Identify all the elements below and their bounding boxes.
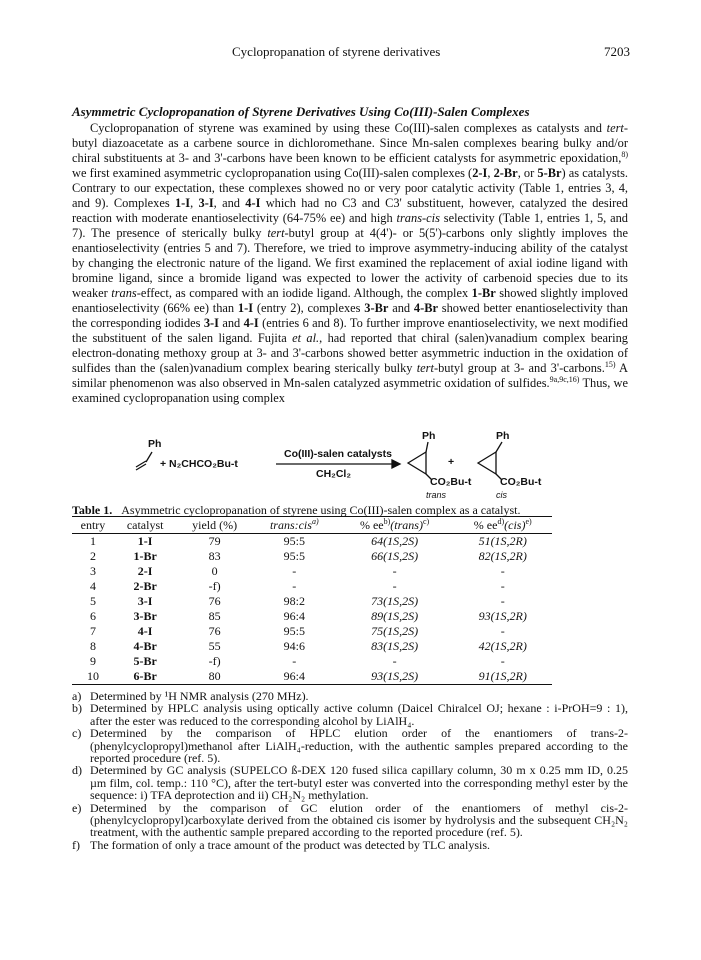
table-cell: 64(1S,2S) bbox=[371, 534, 419, 548]
table-cell: - bbox=[500, 579, 505, 593]
table-cell: 3 bbox=[89, 564, 96, 578]
page-header bbox=[0, 44, 701, 62]
table-cell: 8 bbox=[89, 639, 96, 653]
table-cell: - bbox=[500, 654, 505, 668]
table-row bbox=[72, 579, 552, 594]
table-cell: 9 bbox=[89, 654, 96, 668]
table-header-cell: % $ee^{b)}(trans)^{c)}$ bbox=[336, 517, 454, 534]
footnote bbox=[72, 764, 628, 801]
table-row bbox=[72, 669, 552, 685]
footnote-text: Determined by ¹H NMR analysis (270 MHz). bbox=[90, 689, 309, 703]
table-cell: 1-Br bbox=[133, 549, 157, 563]
footnote-label: e) bbox=[72, 800, 82, 815]
table-footnotes bbox=[72, 690, 628, 851]
table-cell: 10 bbox=[72, 669, 114, 685]
table-cell: 83 bbox=[208, 549, 221, 563]
table-cell: - bbox=[392, 654, 397, 668]
cis-cyclopropane bbox=[478, 452, 496, 474]
table-cell: - bbox=[500, 564, 505, 578]
table-cell: 95:5 bbox=[283, 534, 305, 548]
running-title: Cyclopropanation of styrene derivatives bbox=[232, 44, 441, 59]
table-cell: 95:5 bbox=[283, 549, 305, 563]
table-cell: - bbox=[500, 594, 505, 608]
table-cell: - bbox=[292, 654, 297, 668]
table-header-cell: trans:cis$^{a)}$ bbox=[253, 517, 336, 534]
table-cell: 95:5 bbox=[283, 624, 305, 638]
section-heading: Asymmetric Cyclopropanation of Styrene Derivatives Using Co(III)-Salen Complexes bbox=[72, 104, 530, 119]
footnote bbox=[72, 839, 628, 851]
table-cell: - bbox=[292, 579, 297, 593]
table-cell: - bbox=[500, 624, 505, 638]
table-cell: 76 bbox=[208, 594, 221, 608]
scheme-plus: + bbox=[448, 456, 455, 468]
table-cell: 42(1S,2R) bbox=[478, 639, 527, 653]
table-cell: 80 bbox=[176, 669, 253, 685]
table-cell: 6 bbox=[89, 609, 96, 623]
table-cell: 93(1S,2R) bbox=[478, 609, 527, 623]
table-cell: 55 bbox=[208, 639, 221, 653]
table-cell: - bbox=[292, 564, 297, 578]
table-cell: 1-I bbox=[137, 534, 153, 548]
table-cell: 73(1S,2S) bbox=[371, 594, 419, 608]
footnote-text: Determined by the comparison of HPLC elution order of the enantiomers of trans-2-(phenylcyclopropyl)methanol after LiAlH₄-reduction, with the authentic samples prepared according to the reported procedure (ref. 5). bbox=[90, 726, 628, 766]
table-cell: -f) bbox=[208, 654, 221, 668]
table-row bbox=[72, 639, 552, 654]
table-cell: 76 bbox=[208, 624, 221, 638]
table-cell: -f) bbox=[208, 579, 221, 593]
table-row bbox=[72, 549, 552, 564]
results-table bbox=[72, 516, 552, 685]
table-cell: 1 bbox=[89, 534, 96, 548]
scheme-trans-label: trans bbox=[426, 490, 447, 500]
scheme-ester-trans: CO₂Bu-t bbox=[430, 476, 472, 488]
scheme-ph-2: Ph bbox=[422, 430, 436, 442]
table-cell: 66(1S,2S) bbox=[371, 549, 419, 563]
table-cell: 93(1S,2S) bbox=[336, 669, 454, 685]
table-header-cell: yield (%) bbox=[176, 517, 253, 534]
footnote bbox=[72, 727, 628, 764]
table-cell: - bbox=[392, 564, 397, 578]
table-row bbox=[72, 594, 552, 609]
footnote-label: c) bbox=[72, 726, 82, 741]
table-cell: 82(1S,2R) bbox=[478, 549, 527, 563]
footnote-text: Determined by the comparison of GC elution order of the enantiomers of methyl cis-2-(phenylcyclopropyl)carboxylate derived from the obtained cis isomer by hydrolysis and the subsequent CH₂N₂ treatment, with the authentic sample prepared according to the reported procedure (ref. 5). bbox=[90, 800, 628, 840]
footnote bbox=[72, 702, 628, 727]
table-cell: 89(1S,2S) bbox=[371, 609, 419, 623]
table-header-row bbox=[72, 517, 552, 534]
table-cell: 3-I bbox=[137, 594, 153, 608]
table-row bbox=[72, 624, 552, 639]
scheme-ester-cis: CO₂Bu-t bbox=[500, 476, 542, 488]
body-paragraph: Cyclopropanation of styrene was examined by using these Co(III)-salen complexes as catalysts and tert-butyl diazoacetate as a carbene source in dichloromethane. Since Mn-salen complexes bearing bulky and/or chiral substituents at 3- and 3'-carbons have been known to be efficient catalysts for asymmetric epoxidation,$^{8)}$ we first examined asymmetric cyclopropanation using Co(III)-salen complexes (2-I, 2-Br, or 5-Br) as catalysts. Contrary to our expectation, these complexes showed no or very poor catalytic activity (Table 1, entries 3, 4, and 9). Complexes 1-I, 3-I, and 4-I which had no C3 and C3' substituent, however, catalyzed the desired reaction with moderate enantioselectivity (64-75% ee) and high trans-cis selectivity (Table 1, entries 1, 5, and 7). The presence of sterically bulky tert-butyl group at 4(4')- or 5(5')-carbons only slightly imploves the enantioselectivity (entries 5 and 7). Therefore, we tried to improve asymmetry-inducing ability of the catalyst by changing the electronic nature of the ligand. We first examined the replacement of axial iodine ligand with bromine ligand, since a bromide ligand was expected to lower the activity of carbenoid species due to its weaker trans-effect, as compared with an iodide ligand. Although, the complex 1-Br showed slightly imploved enantioselectivity (66% ee) than 1-I (entry 2), complexes 3-Br and 4-Br showed better enantioselectivity than the corresponding iodides 3-I and 4-I (entries 6 and 8). To further improve enantioselectivity, we next modified the substituent of the salen ligand. Fujita et al., had reported that chiral (salen)vanadium complex bearing electron-donating methoxy group at 3- and 3'-carbons showed better asymmetric induction in the oxidation of sulfides than the (salen)vanadium complex bearing sterically bulky tert-butyl group at 3- and 3'-carbons.$^{15)}$ A similar phenomenon was also observed in Mn-salen catalyzed asymmetric oxidation of sulfides.$^{9a,9c,16)}$ Thus, we examined cyclopropanation using complex bbox=[72, 121, 628, 405]
table-header-cell: catalyst bbox=[114, 517, 176, 534]
table-row bbox=[72, 654, 552, 669]
footnote bbox=[72, 802, 628, 839]
table-header-cell: entry bbox=[72, 517, 114, 534]
table-cell: - bbox=[392, 579, 397, 593]
table-cell: 7 bbox=[89, 624, 96, 638]
table-cell: 6-Br bbox=[114, 669, 176, 685]
table-cell: 98:2 bbox=[283, 594, 305, 608]
scheme-reagent: + N₂CHCO₂Bu-t bbox=[160, 458, 238, 470]
table-cell: 2-I bbox=[137, 564, 153, 578]
table-cell: 94:6 bbox=[283, 639, 305, 653]
reaction-scheme bbox=[130, 430, 590, 502]
scheme-ph-1: Ph bbox=[148, 438, 162, 450]
page-number: 7203 bbox=[604, 44, 630, 59]
scheme-ph-3: Ph bbox=[496, 430, 510, 442]
footnote-text: The formation of only a trace amount of the product was detected by TLC analysis. bbox=[90, 837, 490, 852]
table-cell: 4 bbox=[89, 579, 96, 593]
table-cell: 4-I bbox=[137, 624, 153, 638]
styrene-bond bbox=[136, 464, 146, 470]
table-row bbox=[72, 534, 552, 550]
table-row bbox=[72, 564, 552, 579]
table-cell: 83(1S,2S) bbox=[371, 639, 419, 653]
trans-cyclopropane bbox=[408, 452, 426, 474]
table-cell: 2 bbox=[89, 549, 96, 563]
scheme-solvent: CH₂Cl₂ bbox=[316, 468, 351, 480]
table-cell: 51(1S,2R) bbox=[478, 534, 527, 548]
footnote-text: Determined by GC analysis (SUPELCO ß-DEX 120 fused silica capillary column, 30 m x 0.25 mm ID, 0.25 µm film, col. temp.: 110 °C), after the tert-butyl ester was converted into the corresponding methyl ester by the sequence: i) TFA deprotection and ii) CH₂N₂ methylation. bbox=[90, 763, 628, 803]
table-cell: 75(1S,2S) bbox=[371, 624, 419, 638]
footnote-label: f) bbox=[72, 837, 80, 852]
table-cell: 91(1S,2R) bbox=[453, 669, 552, 685]
table-cell: 96:4 bbox=[283, 609, 305, 623]
table-cell: 4-Br bbox=[133, 639, 157, 653]
table-cell: 3-Br bbox=[133, 609, 157, 623]
table-row bbox=[72, 609, 552, 624]
table-cell: 5-Br bbox=[133, 654, 157, 668]
table-cell: 2-Br bbox=[133, 579, 157, 593]
table-cell: 5 bbox=[89, 594, 96, 608]
scheme-cis-label: cis bbox=[496, 490, 507, 500]
table-header-cell: % $ee^{d)}(cis)^{e)}$ bbox=[453, 517, 552, 534]
footnote-text: Determined by HPLC analysis using optically active column (Daicel Chiralcel OJ; hexane : i-PrOH=9 : 1), after the ester was reduced to the corresponding alcohol by LiAlH₄. bbox=[90, 701, 628, 728]
table-cell: 79 bbox=[208, 534, 221, 548]
footnote-label: b) bbox=[72, 701, 82, 716]
footnote-label: d) bbox=[72, 763, 82, 778]
footnote-label: a) bbox=[72, 689, 82, 703]
table-caption-text: Asymmetric cyclopropanation of styrene using Co(III)-salen complex as a catalyst. bbox=[121, 503, 521, 517]
scheme-catalyst: Co(III)-salen catalysts bbox=[284, 448, 392, 460]
table-cell: 0 bbox=[211, 564, 218, 578]
table-cell: 96:4 bbox=[253, 669, 336, 685]
table-cell: 85 bbox=[208, 609, 221, 623]
table-label: Table 1. bbox=[72, 503, 113, 517]
